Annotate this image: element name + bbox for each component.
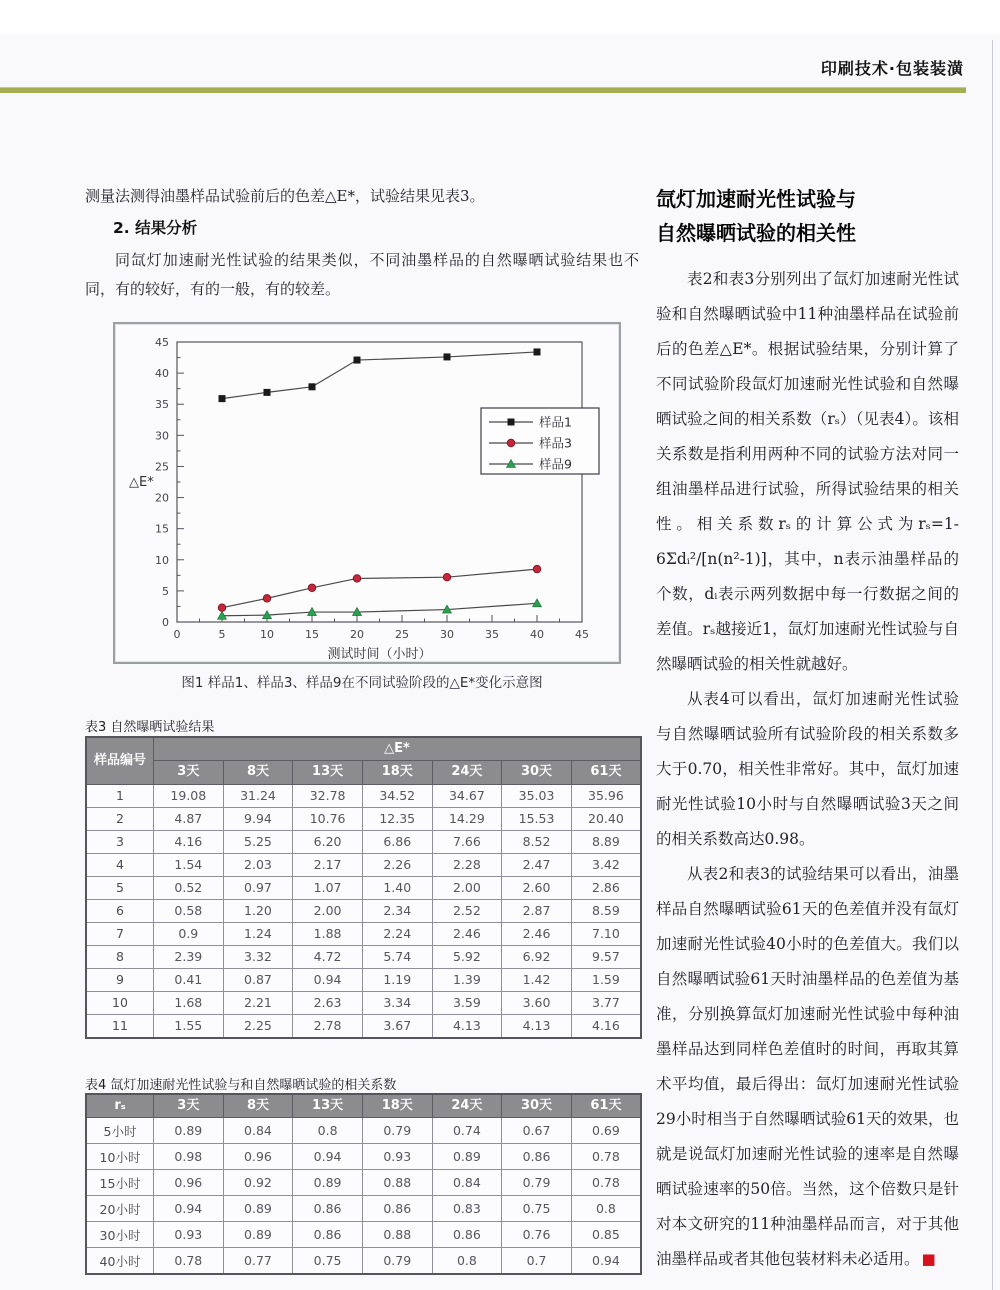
table-row [86,830,641,853]
table-cell: 0.87 [223,968,293,991]
svg-text:20: 20 [155,491,169,505]
row-header: 3 [86,830,154,853]
table-cell: 8.59 [571,899,641,922]
table-cell: 0.69 [571,1118,641,1144]
table-cell: 0.84 [223,1118,293,1144]
article-paragraph-1: 表2和表3分别列出了氙灯加速耐光性试验和自然曝晒试验中11种油墨样品在试验前后的色差△E*。根据试验结果，分别计算了不同试验阶段氙灯加速耐光性试验和自然曝晒试验之间的相关系数（rₛ）（见表4）。该相关系数是指利用两种不同的试验方法对同一组油墨样品进行试验，所得试验结果的相关性。相关系数rₛ的计算公式为rₛ=1-6Σdᵢ²/[n(n²-1)]，其中，n表示油墨样品的个数，dᵢ表示两列数据中每一行数据之间的差值。rₛ越接近1，氙灯加速耐光性试验与自然曝晒试验的相关性就越好。 [656,270,959,674]
table-cell: 0.94 [293,1144,363,1170]
column-header: 13天 [293,1094,363,1118]
table-row [86,1196,641,1222]
table-cell: 6.86 [362,830,432,853]
table-cell: 2.87 [502,899,572,922]
table-cell: 1.40 [362,876,432,899]
table-row [86,968,641,991]
article-heading-line1: 氙灯加速耐光性试验与 [656,187,856,211]
table4 [85,1093,642,1275]
table-cell: 2.21 [223,991,293,1014]
table-cell: 6.92 [502,945,572,968]
table-cell: 4.13 [432,1014,502,1038]
end-of-article-marker: ■ [921,1250,936,1269]
table-row [86,784,641,807]
table-cell: 0.86 [362,1196,432,1222]
table-cell: 3.67 [362,1014,432,1038]
row-header: 5 [86,876,154,899]
table-row [86,991,641,1014]
svg-text:30: 30 [155,429,169,443]
table-cell: 14.29 [432,807,502,830]
table-row [86,1144,641,1170]
article-heading-line2: 自然曝晒试验的相关性 [656,221,856,245]
row-header: 30小时 [86,1222,154,1248]
svg-text:30: 30 [440,628,454,641]
table-cell: 0.94 [571,1248,641,1275]
table-cell: 0.89 [432,1144,502,1170]
row-header: 11 [86,1014,154,1038]
svg-text:测试时间（小时）: 测试时间（小时） [327,647,432,662]
table3-caption: 表3 自然曝晒试验结果 [85,720,215,735]
row-header: 10小时 [86,1144,154,1170]
table-cell: 0.75 [293,1248,363,1275]
column-header: 24天 [432,1094,502,1118]
table-row [86,1170,641,1196]
row-header: 7 [86,922,154,945]
table-cell: 0.89 [293,1170,363,1196]
table-cell: 0.9 [154,922,224,945]
table-row [86,899,641,922]
column-header: 24天 [432,761,502,784]
table-cell: 1.24 [223,922,293,945]
column-header: 8天 [223,761,293,784]
table-cell: 3.34 [362,991,432,1014]
table-cell: 0.83 [432,1196,502,1222]
table-cell: 7.66 [432,830,502,853]
svg-text:25: 25 [155,460,169,474]
table-cell: 2.86 [571,876,641,899]
table-cell: 10.76 [293,807,363,830]
table-cell: 3.77 [571,991,641,1014]
table-cell: 0.86 [502,1144,572,1170]
table-cell: 0.8 [293,1118,363,1144]
figure-chart-svg [115,324,619,662]
table-cell: 0.74 [432,1118,502,1144]
table-cell: 0.79 [502,1170,572,1196]
table-cell: 0.88 [362,1170,432,1196]
table-cell: 0.78 [571,1170,641,1196]
table-cell: 0.94 [293,968,363,991]
table-cell: 0.8 [432,1248,502,1275]
row-header: 20小时 [86,1196,154,1222]
svg-text:样品3: 样品3 [539,435,572,451]
table-cell: 7.10 [571,922,641,945]
table-cell: 0.8 [571,1196,641,1222]
column-header: 30天 [502,761,572,784]
svg-text:10: 10 [155,553,169,567]
row-header: 4 [86,853,154,876]
svg-text:0: 0 [173,628,181,641]
svg-text:45: 45 [575,628,589,641]
svg-text:5: 5 [162,584,169,598]
table-cell: 4.72 [293,945,363,968]
corner-header: 样品编号 [86,737,154,784]
svg-text:0: 0 [162,616,169,629]
table-cell: 2.24 [362,922,432,945]
table-cell: 0.86 [432,1222,502,1248]
table-cell: 0.89 [154,1118,224,1144]
svg-text:10: 10 [260,628,274,641]
row-header: 6 [86,899,154,922]
table-row [86,1222,641,1248]
svg-text:15: 15 [305,628,319,641]
figure-caption: 图1 样品1、样品3、样品9在不同试验阶段的△E*变化示意图 [181,675,543,691]
table-cell: 5.92 [432,945,502,968]
table-cell: 9.94 [223,807,293,830]
table-cell: 0.52 [154,876,224,899]
table-cell: 35.96 [571,784,641,807]
table-cell: 8.52 [502,830,572,853]
table-cell: 1.39 [432,968,502,991]
table-cell: 0.84 [432,1170,502,1196]
table-cell: 4.13 [502,1014,572,1038]
scan-edge-line [992,40,993,1290]
table-cell: 0.96 [223,1144,293,1170]
table-cell: 0.96 [154,1170,224,1196]
column-header: 18天 [362,1094,432,1118]
table-cell: 2.46 [432,922,502,945]
table-cell: 35.03 [502,784,572,807]
table-cell: 2.17 [293,853,363,876]
row-header: 1 [86,784,154,807]
table-cell: 8.89 [571,830,641,853]
table-cell: 1.42 [502,968,572,991]
table-cell: 1.19 [362,968,432,991]
svg-text:5: 5 [218,628,226,641]
table-cell: 4.87 [154,807,224,830]
table-cell: 0.7 [502,1248,572,1275]
table-row [86,945,641,968]
table-cell: 0.78 [154,1248,224,1275]
table-cell: 0.93 [362,1144,432,1170]
row-header: 40小时 [86,1248,154,1275]
table-cell: 0.75 [502,1196,572,1222]
intro-paragraph: 测量法测得油墨样品试验前后的色差△E*，试验结果见表3。 [85,187,485,205]
table-row [86,922,641,945]
table-cell: 20.40 [571,807,641,830]
table-cell: 4.16 [154,830,224,853]
svg-text:45: 45 [155,336,169,349]
table-cell: 12.35 [362,807,432,830]
table-row [86,1014,641,1038]
table-cell: 0.41 [154,968,224,991]
svg-text:样品9: 样品9 [539,456,572,472]
row-header: 2 [86,807,154,830]
table-cell: 3.32 [223,945,293,968]
table-cell: 2.03 [223,853,293,876]
table-cell: 3.42 [571,853,641,876]
table-cell: 2.00 [432,876,502,899]
svg-text:25: 25 [395,628,409,641]
table4-caption: 表4 氙灯加速耐光性试验与和自然曝晒试验的相关系数 [85,1078,397,1093]
row-header: 8 [86,945,154,968]
column-header: 3天 [154,761,224,784]
row-header: 5小时 [86,1118,154,1144]
table-cell: 1.07 [293,876,363,899]
row-header: 9 [86,968,154,991]
article-heading [656,182,959,250]
corner-header: rₛ [86,1094,154,1118]
table-cell: 19.08 [154,784,224,807]
table-cell: 2.00 [293,899,363,922]
column-header: 3天 [154,1094,224,1118]
table-cell: 0.79 [362,1248,432,1275]
accent-rule [0,87,966,93]
table-cell: 1.68 [154,991,224,1014]
table-cell: 9.57 [571,945,641,968]
table-cell: 5.25 [223,830,293,853]
article-paragraph-2: 从表4可以看出，氙灯加速耐光性试验与自然曝晒试验所有试验阶段的相关系数多大于0.70，相关性非常好。其中，氙灯加速耐光性试验10小时与自然曝晒试验3天之间的相关系数高达0.98。 [656,690,959,849]
table-cell: 5.74 [362,945,432,968]
table-cell: 0.97 [223,876,293,899]
table-cell: 6.20 [293,830,363,853]
table-cell: 0.92 [223,1170,293,1196]
table-cell: 32.78 [293,784,363,807]
table-cell: 0.93 [154,1222,224,1248]
table-cell: 0.94 [154,1196,224,1222]
column-header: 61天 [571,761,641,784]
row-header: 10 [86,991,154,1014]
table-cell: 1.54 [154,853,224,876]
column-header: 13天 [293,761,363,784]
table-cell: 2.34 [362,899,432,922]
table-cell: 0.58 [154,899,224,922]
table-cell: 2.52 [432,899,502,922]
table-cell: 0.88 [362,1222,432,1248]
table-row [86,1118,641,1144]
svg-text:40: 40 [155,367,169,381]
table-row [86,1248,641,1275]
table-cell: 2.39 [154,945,224,968]
table-row [86,807,641,830]
table-cell: 0.78 [571,1144,641,1170]
table-cell: 0.77 [223,1248,293,1275]
table-row [86,876,641,899]
table-cell: 2.26 [362,853,432,876]
masthead: 印刷技术·包装装潢 [820,59,964,78]
table-cell: 2.78 [293,1014,363,1038]
table-cell: 15.53 [502,807,572,830]
table-cell: 1.88 [293,922,363,945]
table-cell: 34.67 [432,784,502,807]
svg-text:35: 35 [485,628,499,641]
svg-text:样品1: 样品1 [539,414,572,430]
table-cell: 0.85 [571,1222,641,1248]
svg-text:40: 40 [530,628,544,641]
table-cell: 0.76 [502,1222,572,1248]
svg-text:20: 20 [350,628,364,641]
table-cell: 2.46 [502,922,572,945]
table-cell: 0.98 [154,1144,224,1170]
svg-text:15: 15 [155,522,169,536]
table-cell: 4.16 [571,1014,641,1038]
table-cell: 2.25 [223,1014,293,1038]
page-top-margin [0,0,1000,34]
table-cell: 31.24 [223,784,293,807]
column-header: 8天 [223,1094,293,1118]
table-cell: 0.89 [223,1222,293,1248]
body-paragraph: 同氙灯加速耐光性试验的结果类似，不同油墨样品的自然曝晒试验结果也不同，有的较好，有的一般，有的较差。 [85,251,639,299]
table3 [85,736,642,1039]
table-row [86,853,641,876]
table-cell: 1.20 [223,899,293,922]
column-header: 61天 [571,1094,641,1118]
figure-box [113,322,621,664]
table-cell: 0.67 [502,1118,572,1144]
article-column [656,182,959,1277]
column-header: 30天 [502,1094,572,1118]
table-cell: 34.52 [362,784,432,807]
table-cell: 0.86 [293,1222,363,1248]
table-cell: 2.28 [432,853,502,876]
table-cell: 2.63 [293,991,363,1014]
group-header: △E* [154,737,642,761]
svg-text:△E*: △E* [129,475,154,490]
article-paragraph-3-text: 从表2和表3的试验结果可以看出，油墨样品自然曝晒试验61天的色差值并没有氙灯加速耐光性试验40小时的色差值大。我们以自然曝晒试验61天时油墨样品的色差值为基准，分别换算氙灯加速耐光性试验中每种油墨样品达到同样色差值时的时间，再取其算术平均值，最后得出：氙灯加速耐光性试验29小时相当于自然曝晒试验61天的效果，也就是说氙灯加速耐光性试验的速率是自然曝晒试验速率的50倍。当然，这个倍数只是针对本文研究的11种油墨样品而言，对于其他油墨样品或者其他包装材料未必适用。 [656,865,959,1269]
row-header: 15小时 [86,1170,154,1196]
table-cell: 0.89 [223,1196,293,1222]
section-heading: 2. 结果分析 [113,219,198,237]
column-header: 18天 [362,761,432,784]
svg-text:35: 35 [155,398,169,412]
table-cell: 1.55 [154,1014,224,1038]
table-cell: 1.59 [571,968,641,991]
table-cell: 2.47 [502,853,572,876]
article-paragraph-3 [656,857,959,1277]
table-cell: 3.60 [502,991,572,1014]
table-cell: 0.79 [362,1118,432,1144]
table-cell: 0.86 [293,1196,363,1222]
table-cell: 2.60 [502,876,572,899]
table-cell: 3.59 [432,991,502,1014]
